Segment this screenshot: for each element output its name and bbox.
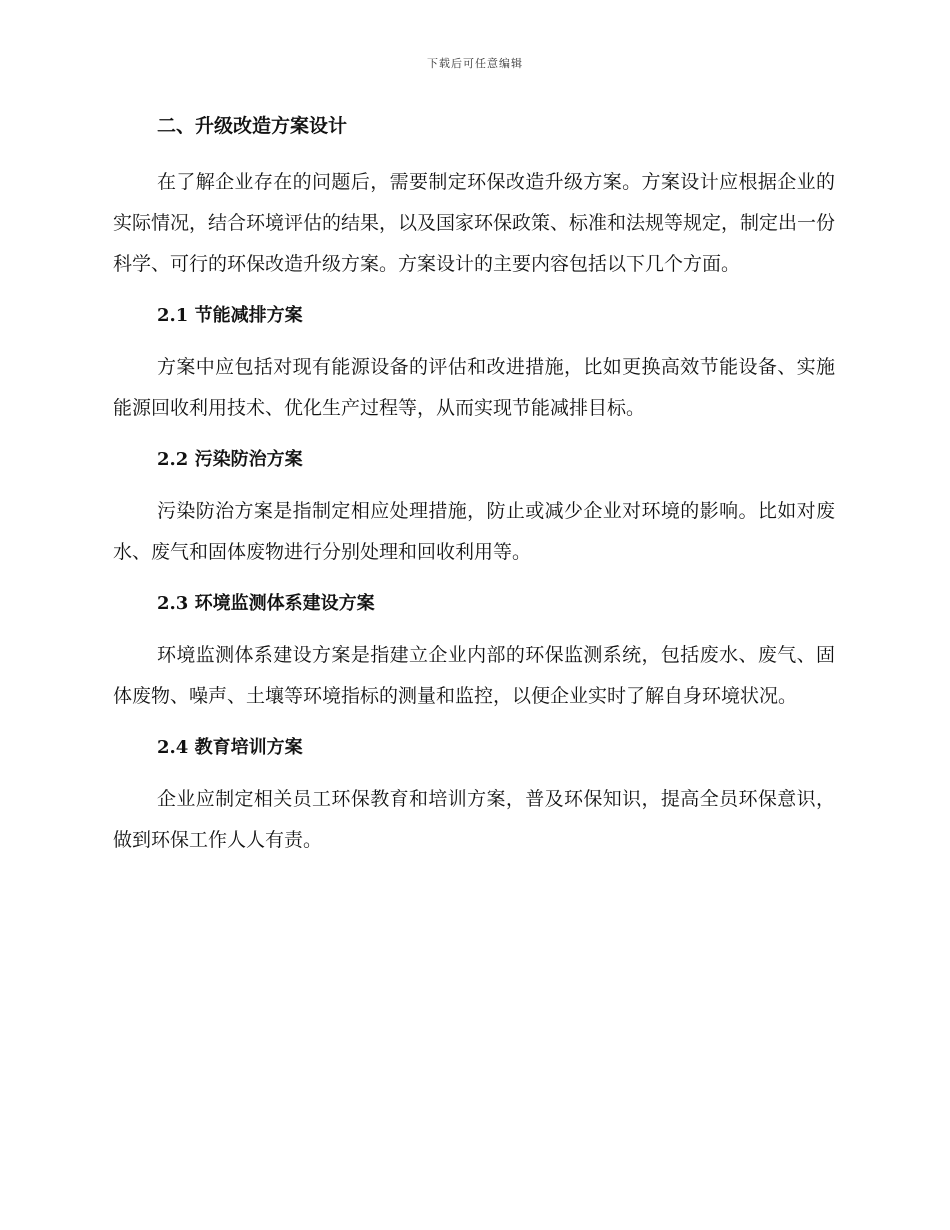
- section-title: 二、升级改造方案设计: [157, 115, 348, 137]
- document-body: [113, 108, 835, 875]
- subsection-title-monitoring-system: 2.3 环境监测体系建设方案: [157, 593, 375, 614]
- subsection-body-pollution-control: 污染防治方案是指制定相应处理措施，防止或减少企业对环境的影响。比如对废水、废气和固体废物进行分别处理和回收利用等。: [113, 500, 835, 563]
- subsection-title-pollution-control: 2.2 污染防治方案: [157, 449, 303, 470]
- subsection-title-education-training: 2.4 教育培训方案: [157, 737, 303, 758]
- page-header: 下载后可任意编辑: [427, 57, 523, 70]
- subsection-body-monitoring-system: 环境监测体系建设方案是指建立企业内部的环保监测系统，包括废水、废气、固体废物、噪声、土壤等环境指标的测量和监控，以便企业实时了解自身环境状况。: [113, 644, 835, 707]
- section-intro-paragraph: 在了解企业存在的问题后，需要制定环保改造升级方案。方案设计应根据企业的实际情况，结合环境评估的结果，以及国家环保政策、标准和法规等规定，制定出一份科学、可行的环保改造升级方案。方案设计的主要内容包括以下几个方面。: [113, 171, 836, 275]
- subsection-title-energy-saving: 2.1 节能减排方案: [157, 305, 303, 326]
- subsection-body-education-training: 企业应制定相关员工环保教育和培训方案，普及环保知识，提高全员环保意识，做到环保工作人人有责。: [113, 788, 835, 851]
- subsection-body-energy-saving: 方案中应包括对现有能源设备的评估和改进措施，比如更换高效节能设备、实施能源回收利用技术、优化生产过程等，从而实现节能减排目标。: [113, 356, 835, 419]
